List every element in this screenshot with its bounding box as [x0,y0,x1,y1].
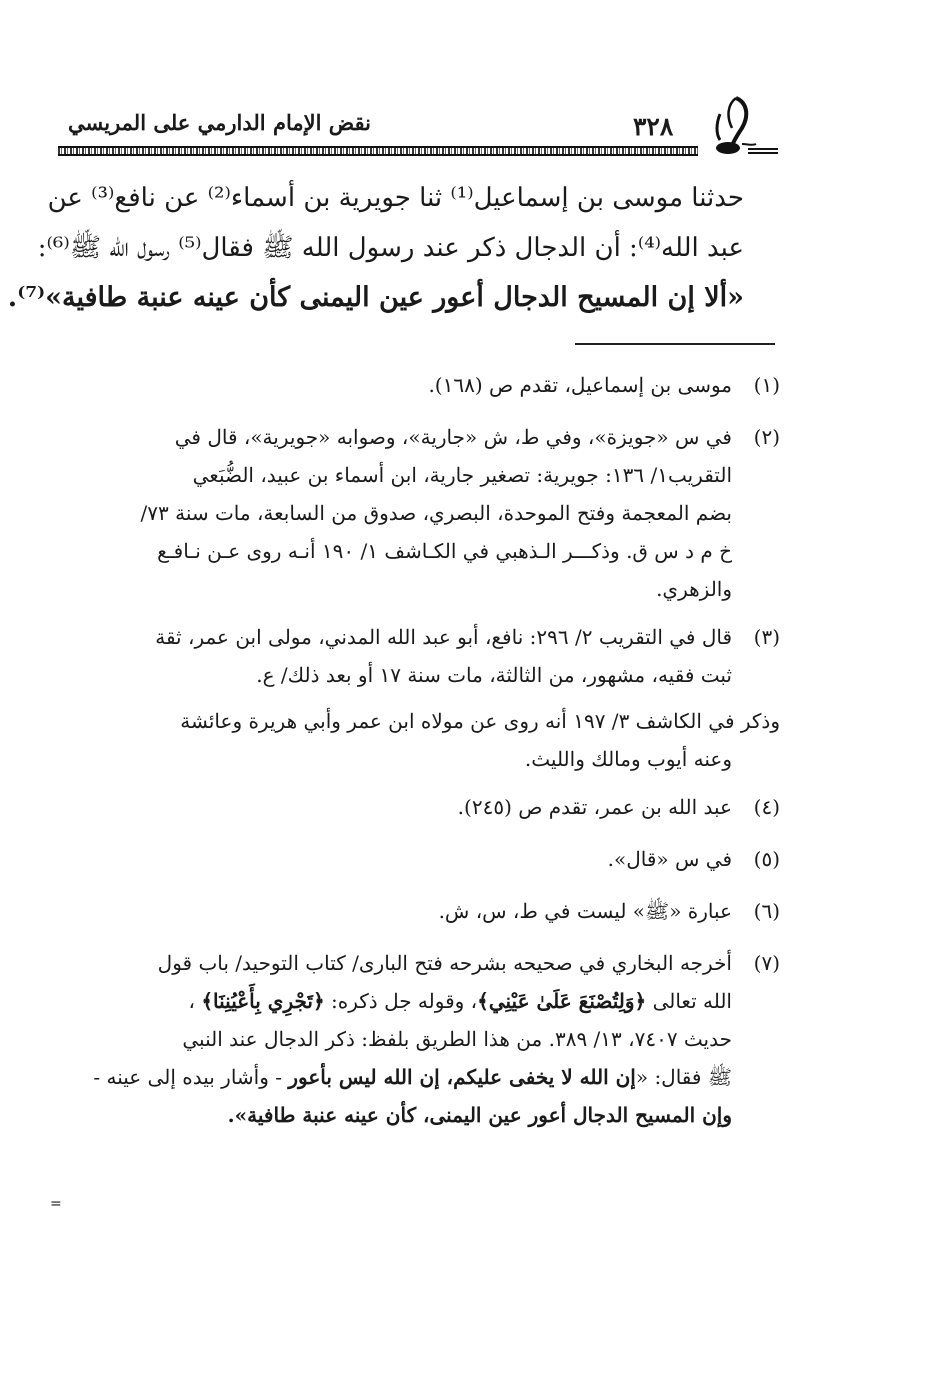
footnote-number: (٤) [753,795,780,819]
footnote-line: حديث ٧٤٠٧، ١٣/ ٣٨٩. من هذا الطريق بلفظ: ذكر الدجال عند النبي [182,1027,732,1051]
footnote-line: أخرجه البخاري في صحيحه بشرحه فتح البارى/ كتاب التوحيد/ باب قول [157,951,732,975]
text-fragment: - وأشار بيده إلى عينه - [93,1065,283,1089]
footnote-1 [70,366,780,404]
footnote-line: التقريب١/ ١٣٦: جويرية: تصغير جارية، ابن أسماء بن عبيد، الضُّبَعي [192,463,732,487]
main-line-3: «ألا إن المسيح الدجال أعور عين اليمنى كأن عينه عنبة طافية»⁽⁷⁾. [7,282,744,313]
footnote-3 [70,618,780,778]
quran-verse: ﴿وَلِتُصْنَعَ عَلَىٰ عَيْنِي﴾ [477,989,647,1013]
margin-mark: = [50,1196,62,1212]
quran-verse: ﴿تَجْرِي بِأَعْيُنِنَا﴾ [201,989,325,1013]
footnotes [70,366,780,1134]
footnote-line: والزهري. [656,577,732,601]
text-fragment: ﷺ فقال: « [635,1065,732,1089]
running-title: نقض الإمام الدارمي على المريسي [68,110,371,135]
footnote-line: وعنه أيوب ومالك والليث. [524,747,732,771]
footnote-5 [70,840,780,878]
footnote-line-hadith [70,1058,780,1096]
footnote-line: ثبت فقيه، مشهور، من الثالثة، مات سنة ١٧ أو بعد ذلك/ ع. [256,663,732,687]
footnote-number: (٦) [753,899,780,923]
footnote-7 [70,944,780,1134]
footnote-text: عبد الله بن عمر، تقدم ص (٢٤٥). [457,795,732,819]
hadith-text: وإن المسيح الدجال أعور عين اليمنى، كأن عينه عنبة طافية». [227,1103,732,1127]
footnote-line: خ م د س ق. وذكـــر الـذهبي في الكـاشف ١/ ١٩٠ أنـه روى عـن نـافـع [157,539,732,563]
footnote-line-quran [70,982,780,1020]
footnote-separator [575,343,775,345]
footnote-6 [70,892,780,930]
footnote-line: وذكر في الكاشف ٣/ ١٩٧ أنه روى عن مولاه ابن عمر وأبي هريرة وعائشة [180,709,780,733]
footnote-number: (١) [753,373,780,397]
page-number: ٣٢٨ [633,112,674,141]
page-header [58,108,780,168]
text-fragment: ، [188,989,195,1013]
footnote-4 [70,788,780,826]
header-rule [58,146,698,156]
footnote-line: قال في التقريب ٢/ ٢٩٦: نافع، أبو عبد الله المدني، مولى ابن عمر، ثقة [155,625,732,649]
footnote-2 [70,418,780,608]
footnote-number: (٧) [753,951,780,975]
footnote-text: عبارة «ﷺ» ليست في ط، س، ش. [438,899,732,923]
header-rule-short [748,148,778,154]
footnote-number: (٣) [753,625,780,649]
footnote-number: (٢) [753,425,780,449]
main-text [7,173,744,323]
footnote-text: في س «قال». [607,847,732,871]
footnote-line: بضم المعجمة وفتح الموحدة، البصري، صدوق من السابعة، مات سنة ٧٣/ [140,501,732,525]
text-fragment: الله تعالى [652,989,732,1013]
hadith-text: إن الله لا يخفى عليكم، إن الله ليس بأعور [288,1065,636,1089]
text-fragment: ، وقوله جل ذكره: [331,989,478,1013]
main-line-1: حدثنا موسى بن إسماعيل⁽¹⁾ ثنا جويرية بن أسماء⁽²⁾ عن نافع⁽³⁾ عن [47,183,744,213]
footnote-number: (٥) [753,847,780,871]
footnote-text: موسى بن إسماعيل، تقدم ص (١٦٨). [428,373,732,397]
main-line-2: عبد الله⁽⁴⁾: أن الدجال ذكر عند رسول الله ﷺ فقال⁽⁵⁾ رسول الله ﷺ⁽⁶⁾: [37,233,744,263]
footnote-line: في س «جويزة»، وفي ط، ش «جارية»، وصوابه «جويرية»، قال في [174,425,732,449]
